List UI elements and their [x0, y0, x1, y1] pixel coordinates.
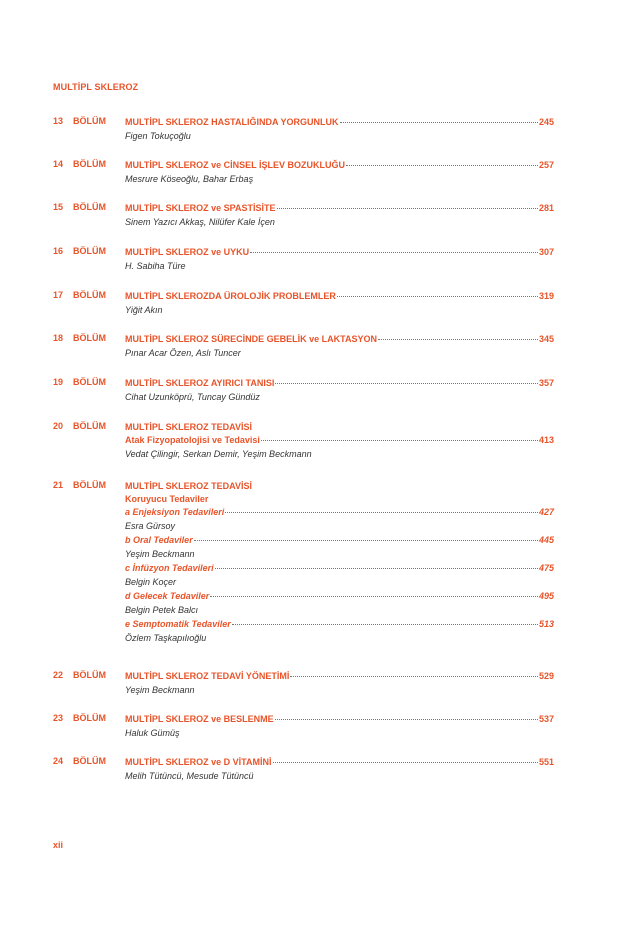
leader-dots	[261, 432, 538, 441]
page-ref[interactable]: 281	[538, 203, 554, 213]
chapter-title[interactable]: MULTİPL SKLEROZ TEDAVİSİ	[125, 481, 253, 491]
subsection-title[interactable]: c İnfüzyon Tedavileri	[125, 563, 214, 573]
chapter-label: BÖLÜM	[73, 421, 106, 431]
chapter-authors: Yiğit Akın	[125, 305, 163, 315]
chapter-number: 13	[53, 116, 64, 126]
leader-dots	[378, 331, 538, 340]
chapter-title[interactable]: MULTİPL SKLEROZ ve D VİTAMİNİ	[125, 757, 272, 767]
page-ref[interactable]: 319	[538, 291, 554, 301]
chapter-title[interactable]: MULTİPL SKLEROZ ve SPASTİSİTE	[125, 203, 276, 213]
subsection-authors: Esra Gürsoy	[125, 521, 176, 531]
chapter-number: 24	[53, 756, 64, 766]
leader-dots	[275, 375, 538, 384]
chapter-label: BÖLÜM	[73, 159, 106, 169]
page-ref[interactable]: 427	[538, 507, 554, 517]
page-ref[interactable]: 513	[538, 619, 554, 629]
chapter-number: 19	[53, 377, 64, 387]
leader-dots	[232, 616, 538, 625]
page-ref[interactable]: 257	[538, 160, 554, 170]
page-ref[interactable]: 537	[538, 714, 554, 724]
subsection-authors: Belgin Petek Balcı	[125, 605, 199, 615]
leader-dots	[337, 288, 538, 297]
chapter-number: 18	[53, 333, 64, 343]
section-title: MULTİPL SKLEROZ	[53, 82, 139, 92]
leader-dots	[194, 532, 538, 541]
chapter-label: BÖLÜM	[73, 246, 106, 256]
page-number: xii	[53, 840, 64, 850]
leader-dots	[210, 588, 538, 597]
chapter-title[interactable]: MULTİPL SKLEROZ AYIRICI TANISI	[125, 378, 275, 388]
page-ref[interactable]: 413	[538, 435, 554, 445]
chapter-authors: Sinem Yazıcı Akkaş, Nilüfer Kale İçen	[125, 217, 275, 227]
chapter-title[interactable]: MULTİPL SKLEROZ SÜRECİNDE GEBELİK ve LAKTASYON	[125, 334, 378, 344]
chapter-label: BÖLÜM	[73, 670, 106, 680]
leader-dots	[225, 504, 538, 513]
chapter-label: BÖLÜM	[73, 202, 106, 212]
chapter-title[interactable]: MULTİPL SKLEROZDA ÜROLOJİK PROBLEMLER	[125, 291, 336, 301]
chapter-authors: Pınar Acar Özen, Aslı Tuncer	[125, 348, 241, 358]
subsection-title[interactable]: d Gelecek Tedaviler	[125, 591, 210, 601]
subsection-authors: Özlem Taşkapılıoğlu	[125, 633, 207, 643]
subsection-title[interactable]: a Enjeksiyon Tedavileri	[125, 507, 225, 517]
leader-dots	[290, 668, 538, 677]
chapter-label: BÖLÜM	[73, 756, 106, 766]
chapter-authors: Yeşim Beckmann	[125, 685, 195, 695]
page-ref[interactable]: 551	[538, 757, 554, 767]
chapter-label: BÖLÜM	[73, 333, 106, 343]
page-ref[interactable]: 245	[538, 117, 554, 127]
page-ref[interactable]: 357	[538, 378, 554, 388]
chapter-number: 22	[53, 670, 64, 680]
chapter-number: 15	[53, 202, 64, 212]
chapter-subtitle: Koruyucu Tedaviler	[125, 494, 209, 504]
chapter-title[interactable]: MULTİPL SKLEROZ TEDAVİSİ	[125, 422, 253, 432]
chapter-authors: Cihat Uzunköprü, Tuncay Gündüz	[125, 392, 260, 402]
subsection-title[interactable]: b Oral Tedaviler	[125, 535, 193, 545]
chapter-title[interactable]: MULTİPL SKLEROZ ve UYKU	[125, 247, 250, 257]
chapter-number: 16	[53, 246, 64, 256]
chapter-number: 20	[53, 421, 64, 431]
chapter-label: BÖLÜM	[73, 713, 106, 723]
chapter-title[interactable]: MULTİPL SKLEROZ ve CİNSEL İŞLEV BOZUKLUĞU	[125, 160, 346, 170]
chapter-number: 17	[53, 290, 64, 300]
subsection-authors: Yeşim Beckmann	[125, 549, 195, 559]
page-ref[interactable]: 529	[538, 671, 554, 681]
chapter-label: BÖLÜM	[73, 377, 106, 387]
chapter-authors: Vedat Çilingir, Serkan Demir, Yeşim Beckmann	[125, 449, 312, 459]
chapter-number: 14	[53, 159, 64, 169]
subsection-title[interactable]: e Semptomatik Tedaviler	[125, 619, 231, 629]
chapter-subtitle[interactable]: Atak Fizyopatolojisi ve Tedavisi	[125, 435, 260, 445]
chapter-authors: Melih Tütüncü, Mesude Tütüncü	[125, 771, 254, 781]
leader-dots	[215, 560, 538, 569]
page-ref[interactable]: 475	[538, 563, 554, 573]
subsection-authors: Belgin Koçer	[125, 577, 177, 587]
leader-dots	[277, 200, 538, 209]
chapter-title[interactable]: MULTİPL SKLEROZ ve BESLENME	[125, 714, 274, 724]
page-ref[interactable]: 345	[538, 334, 554, 344]
leader-dots	[275, 711, 538, 720]
chapter-number: 23	[53, 713, 64, 723]
chapter-number: 21	[53, 480, 64, 490]
leader-dots	[273, 754, 538, 763]
chapter-authors: Mesrure Köseoğlu, Bahar Erbaş	[125, 174, 254, 184]
chapter-label: BÖLÜM	[73, 116, 106, 126]
chapter-title[interactable]: MULTİPL SKLEROZ HASTALIĞINDA YORGUNLUK	[125, 117, 339, 127]
page-ref[interactable]: 445	[538, 535, 554, 545]
leader-dots	[340, 114, 538, 123]
page-ref[interactable]: 495	[538, 591, 554, 601]
chapter-label: BÖLÜM	[73, 290, 106, 300]
leader-dots	[250, 244, 538, 253]
chapter-label: BÖLÜM	[73, 480, 106, 490]
chapter-authors: H. Sabiha Türe	[125, 261, 186, 271]
chapter-authors: Figen Tokuçoğlu	[125, 131, 191, 141]
page-ref[interactable]: 307	[538, 247, 554, 257]
chapter-authors: Haluk Gümüş	[125, 728, 180, 738]
leader-dots	[346, 157, 538, 166]
chapter-title[interactable]: MULTİPL SKLEROZ TEDAVİ YÖNETİMİ	[125, 671, 290, 681]
